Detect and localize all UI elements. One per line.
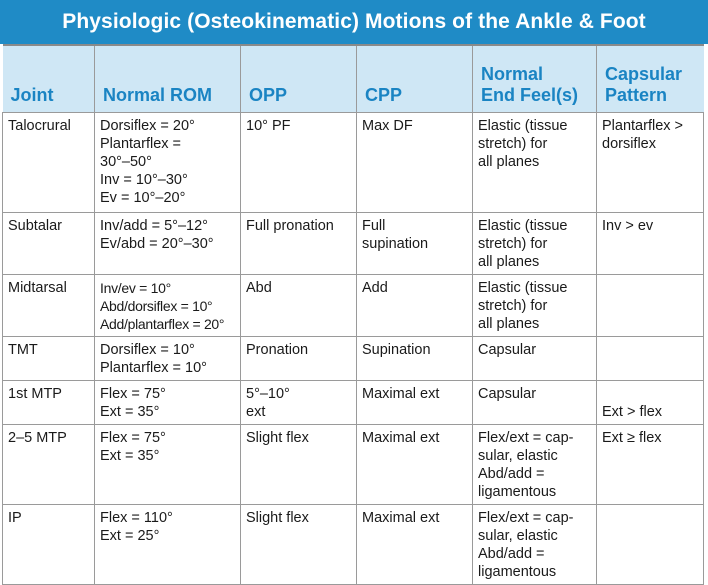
cell-opp: Full pronation xyxy=(241,213,357,275)
cell-joint: 2–5 MTP xyxy=(3,425,95,505)
cell-joint: Subtalar xyxy=(3,213,95,275)
motions-table xyxy=(2,44,704,585)
cell-normal-rom: Inv/add = 5°–12° Ev/abd = 20°–30° xyxy=(95,213,241,275)
table-row xyxy=(3,381,704,425)
cell-end-feel: Flex/ext = cap- sular, elastic Abd/add = ligamentous xyxy=(473,425,597,505)
cell-joint: Talocrural xyxy=(3,113,95,213)
table-row xyxy=(3,113,704,213)
table-row xyxy=(3,213,704,275)
cell-capsular-pattern: Ext ≥ flex xyxy=(597,425,704,505)
cell-end-feel: Flex/ext = cap- sular, elastic Abd/add = ligamentous xyxy=(473,505,597,585)
cell-joint: IP xyxy=(3,505,95,585)
cell-capsular-pattern xyxy=(597,505,704,585)
cell-capsular-pattern xyxy=(597,275,704,337)
table-row xyxy=(3,275,704,337)
cell-end-feel: Capsular xyxy=(473,381,597,425)
cell-cpp: Max DF xyxy=(357,113,473,213)
cell-end-feel: Capsular xyxy=(473,337,597,381)
motions-table-container xyxy=(2,44,703,585)
table-row xyxy=(3,505,704,585)
table-row xyxy=(3,425,704,505)
cell-capsular-pattern: Ext > flex xyxy=(597,381,704,425)
cell-end-feel: Elastic (tissue stretch) for all planes xyxy=(473,213,597,275)
cell-cpp: Maximal ext xyxy=(357,381,473,425)
cell-normal-rom: Dorsiflex = 10° Plantarflex = 10° xyxy=(95,337,241,381)
cell-opp: 5°–10° ext xyxy=(241,381,357,425)
cell-opp: Slight flex xyxy=(241,505,357,585)
header-normal-rom: Normal ROM xyxy=(95,45,241,113)
table-row xyxy=(3,337,704,381)
cell-capsular-pattern: Plantarflex > dorsiflex xyxy=(597,113,704,213)
cell-normal-rom: Flex = 110° Ext = 25° xyxy=(95,505,241,585)
header-row xyxy=(3,45,704,113)
cell-joint: 1st MTP xyxy=(3,381,95,425)
header-end-feel: Normal End Feel(s) xyxy=(473,45,597,113)
cell-cpp: Maximal ext xyxy=(357,505,473,585)
cell-cpp: Supination xyxy=(357,337,473,381)
cell-opp: Abd xyxy=(241,275,357,337)
cell-capsular-pattern xyxy=(597,337,704,381)
header-capsular-pattern: Capsular Pattern xyxy=(597,45,704,113)
table-title: Physiologic (Osteokinematic) Motions of the Ankle & Foot xyxy=(0,0,708,44)
cell-opp: Pronation xyxy=(241,337,357,381)
cell-joint: Midtarsal xyxy=(3,275,95,337)
header-joint: Joint xyxy=(3,45,95,113)
cell-cpp: Full supination xyxy=(357,213,473,275)
cell-end-feel: Elastic (tissue stretch) for all planes xyxy=(473,113,597,213)
cell-normal-rom: Flex = 75° Ext = 35° xyxy=(95,381,241,425)
header-cpp: CPP xyxy=(357,45,473,113)
cell-normal-rom: Inv/ev = 10° Abd/dorsiflex = 10° Add/plantarflex = 20° xyxy=(95,275,241,337)
header-opp: OPP xyxy=(241,45,357,113)
cell-opp: Slight flex xyxy=(241,425,357,505)
cell-normal-rom: Flex = 75° Ext = 35° xyxy=(95,425,241,505)
cell-capsular-pattern: Inv > ev xyxy=(597,213,704,275)
cell-normal-rom: Dorsiflex = 20° Plantarflex = 30°–50° Inv = 10°–30° Ev = 10°–20° xyxy=(95,113,241,213)
cell-cpp: Add xyxy=(357,275,473,337)
cell-opp: 10° PF xyxy=(241,113,357,213)
cell-cpp: Maximal ext xyxy=(357,425,473,505)
cell-end-feel: Elastic (tissue stretch) for all planes xyxy=(473,275,597,337)
cell-joint: TMT xyxy=(3,337,95,381)
